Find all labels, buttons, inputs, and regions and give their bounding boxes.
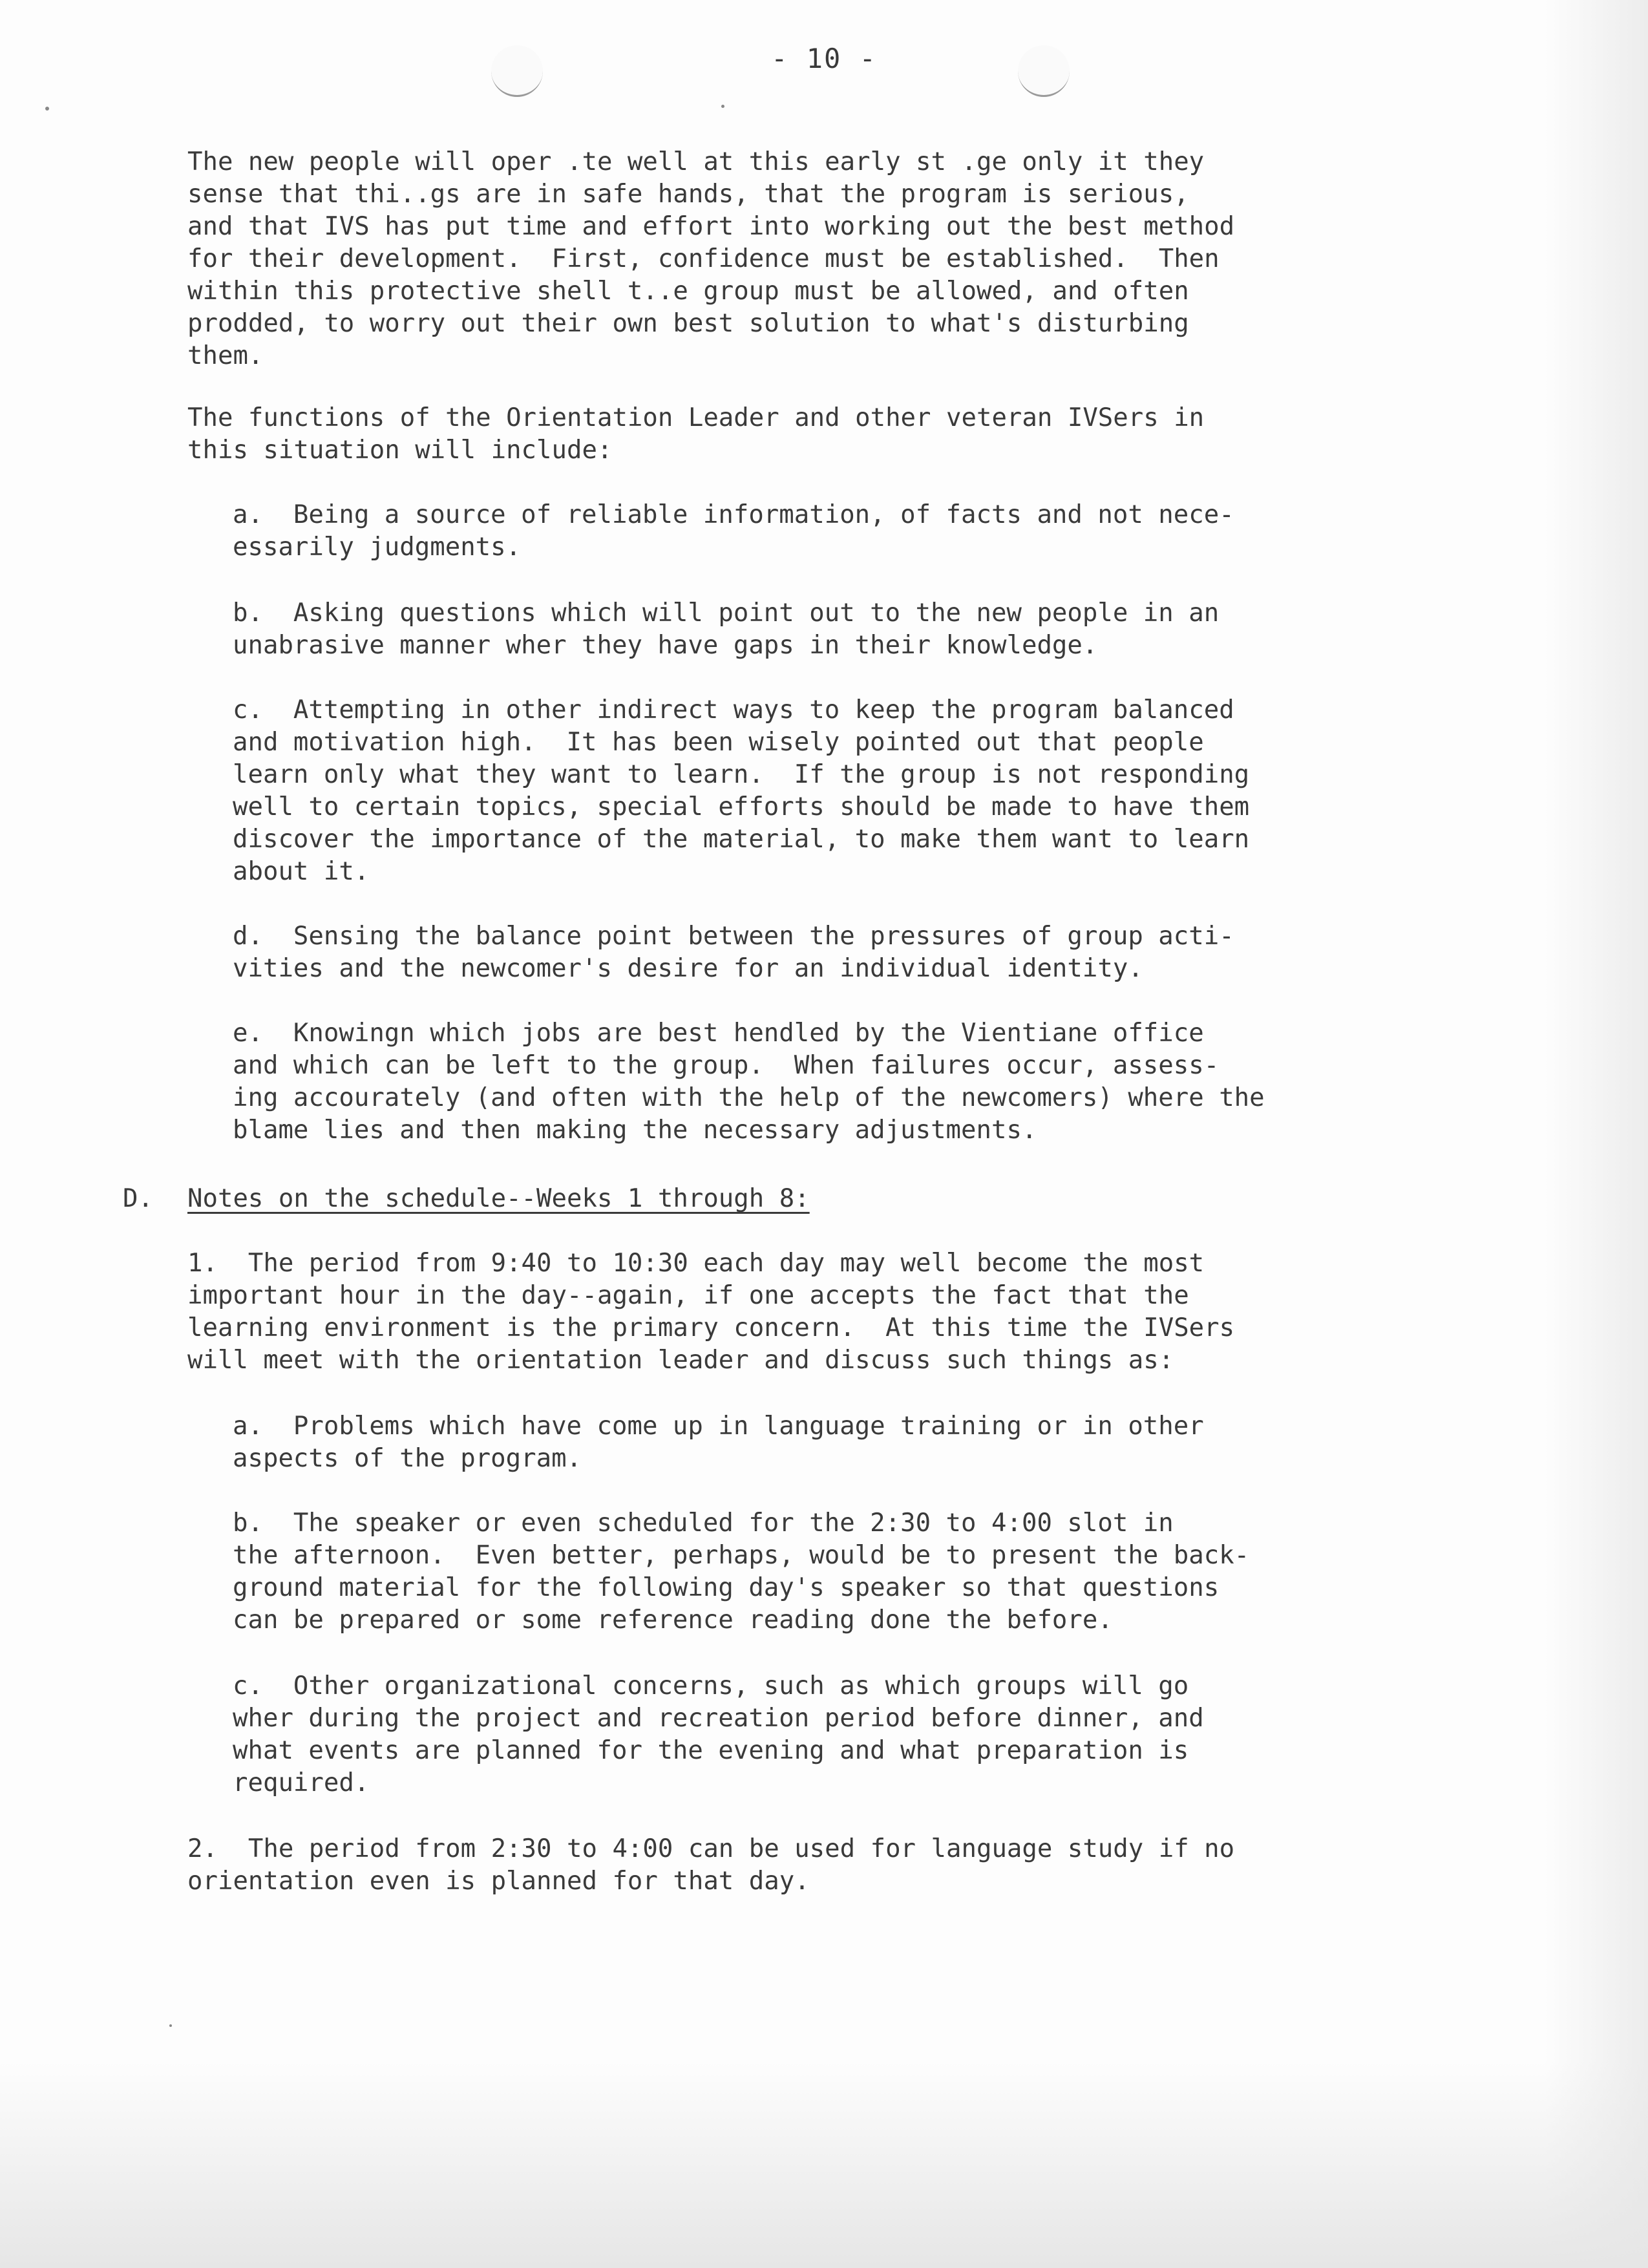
schedule-item-1: 1. The period from 9:40 to 10:30 each day may well become the most important hour in the day--again, if one accepts the fact that the learning environment is the primary concern. At this time the IVSers will meet with the orientation leader and discuss such things as:: [187, 1249, 1235, 1375]
schedule-sub-a: a. Problems which have come up in language training or in other aspects of the program.: [233, 1412, 1204, 1473]
scan-edge-shadow: [1545, 0, 1648, 2268]
schedule-sub-b: b. The speaker or even scheduled for the 2:30 to 4:00 slot in the afternoon. Even better, perhaps, would be to present the back- ground material for the following day's speaker so that questions can be prepared or some reference reading done the before.: [233, 1509, 1250, 1635]
function-item-a: a. Being a source of reliable information, of facts and not nece- essarily judgments.: [233, 500, 1234, 562]
function-item-c: c. Attempting in other indirect ways to keep the program balanced and motivation high. It has been wisely pointed out that people learn only what they want to learn. If the group is not responding well to certain topics, special efforts should be made to have them discover the importance of the material, to make them want to learn about it.: [233, 695, 1250, 886]
intro-paragraph: The new people will oper .te well at this early st .ge only it they sense that thi..gs are in safe hands, that the program is serious, and that IVS has put time and effort into working out the best method for their development. First, confidence must be established. Then within this protective shell t..e group must be allowed, and often prodded, to worry out their own best solution to what's disturbing them.: [187, 147, 1235, 370]
schedule-item-2: 2. The period from 2:30 to 4:00 can be used for language study if no orientation even is planned for that day.: [187, 1834, 1235, 1896]
page-number: - 10 -: [771, 43, 877, 74]
section-letter: D.: [123, 1184, 153, 1213]
functions-paragraph: The functions of the Orientation Leader and other veteran IVSers in this situation will include:: [187, 403, 1205, 465]
scan-bottom-shadow: [0, 2061, 1648, 2268]
function-item-d: d. Sensing the balance point between the pressures of group acti- vities and the newcomer's desire for an individual identity.: [233, 922, 1234, 983]
schedule-sub-c: c. Other organizational concerns, such as which groups will go wher during the project and recreation period before dinner, and what events are planned for the evening and what preparation is required.: [233, 1671, 1204, 1797]
speck: [45, 107, 49, 111]
function-item-b: b. Asking questions which will point out to the new people in an unabrasive manner wher they have gaps in their knowledge.: [233, 599, 1220, 660]
speck: [721, 105, 724, 108]
section-heading: Notes on the schedule--Weeks 1 through 8:: [187, 1184, 810, 1213]
function-item-e: e. Knowingn which jobs are best hendled by the Vientiane office and which can be left to the group. When failures occur, assess- ing accourately (and often with the help of the newcomers) where the blame lies and then making the necessary adjustments.: [233, 1019, 1265, 1145]
speck: [169, 2024, 172, 2027]
